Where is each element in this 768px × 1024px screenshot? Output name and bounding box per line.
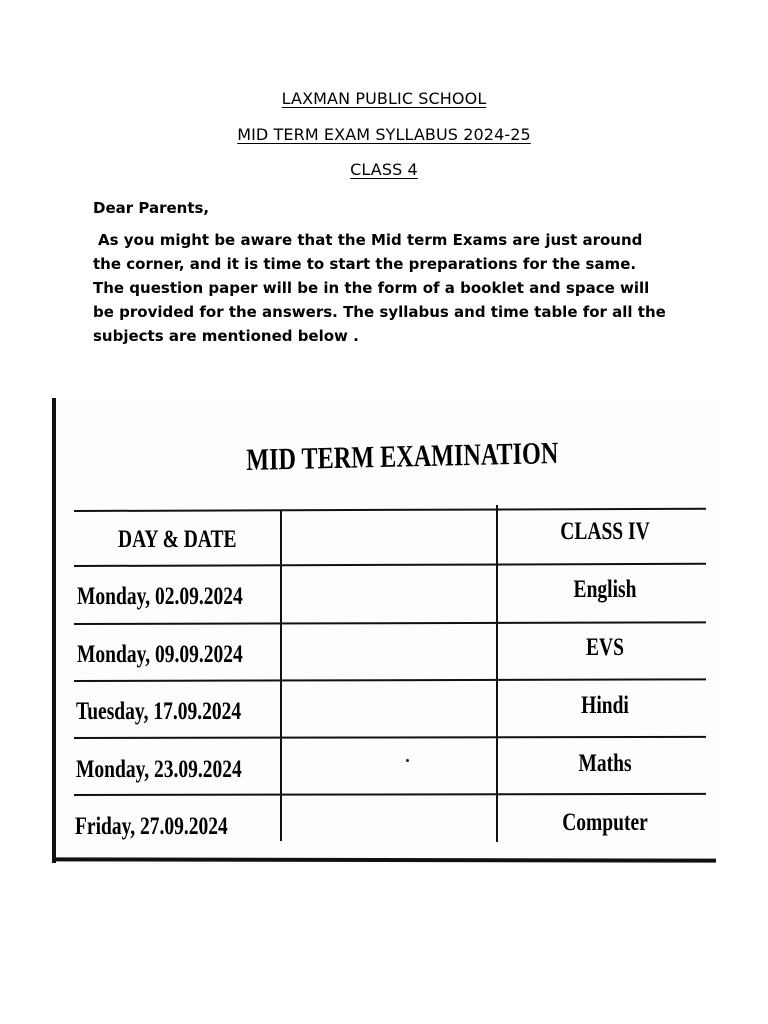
syllabus-title: MID TERM EXAM SYLLABUS 2024-25: [237, 125, 531, 144]
row-subject: English: [573, 576, 637, 603]
letter-body: [93, 228, 683, 348]
row-date: Monday, 02.09.2024: [77, 583, 243, 610]
row-subject: Hindi: [581, 692, 629, 719]
row-date: Monday, 23.09.2024: [76, 756, 242, 783]
letter-line: be provided for the answers. The syllabus and time table for all the: [93, 303, 666, 321]
timetable-title: MID TERM EXAMINATION: [246, 435, 559, 477]
letter-line: subjects are mentioned below .: [93, 327, 359, 345]
table-column-rule: [496, 505, 498, 842]
row-subject: EVS: [586, 634, 624, 661]
letter-line: As you might be aware that the Mid term Exams are just around: [98, 231, 643, 249]
row-date: Tuesday, 17.09.2024: [76, 698, 242, 725]
row-date: Monday, 09.09.2024: [77, 641, 243, 668]
scan-speck: [406, 759, 409, 762]
class-label: CLASS 4: [350, 160, 418, 179]
scan-left-edge: [52, 398, 56, 863]
letter-salutation: Dear Parents,: [93, 199, 210, 217]
row-date: Friday, 27.09.2024: [75, 813, 228, 840]
row-subject: Computer: [562, 809, 648, 836]
header-class: CLASS IV: [560, 518, 650, 545]
table-column-rule: [280, 511, 282, 841]
row-subject: Maths: [578, 750, 632, 777]
school-name: LAXMAN PUBLIC SCHOOL: [281, 89, 487, 108]
letter-line: The question paper will be in the form of a booklet and space will: [93, 279, 650, 297]
header-date: DAY & DATE: [118, 526, 237, 553]
letter-line: the corner, and it is time to start the preparations for the same.: [93, 255, 637, 273]
